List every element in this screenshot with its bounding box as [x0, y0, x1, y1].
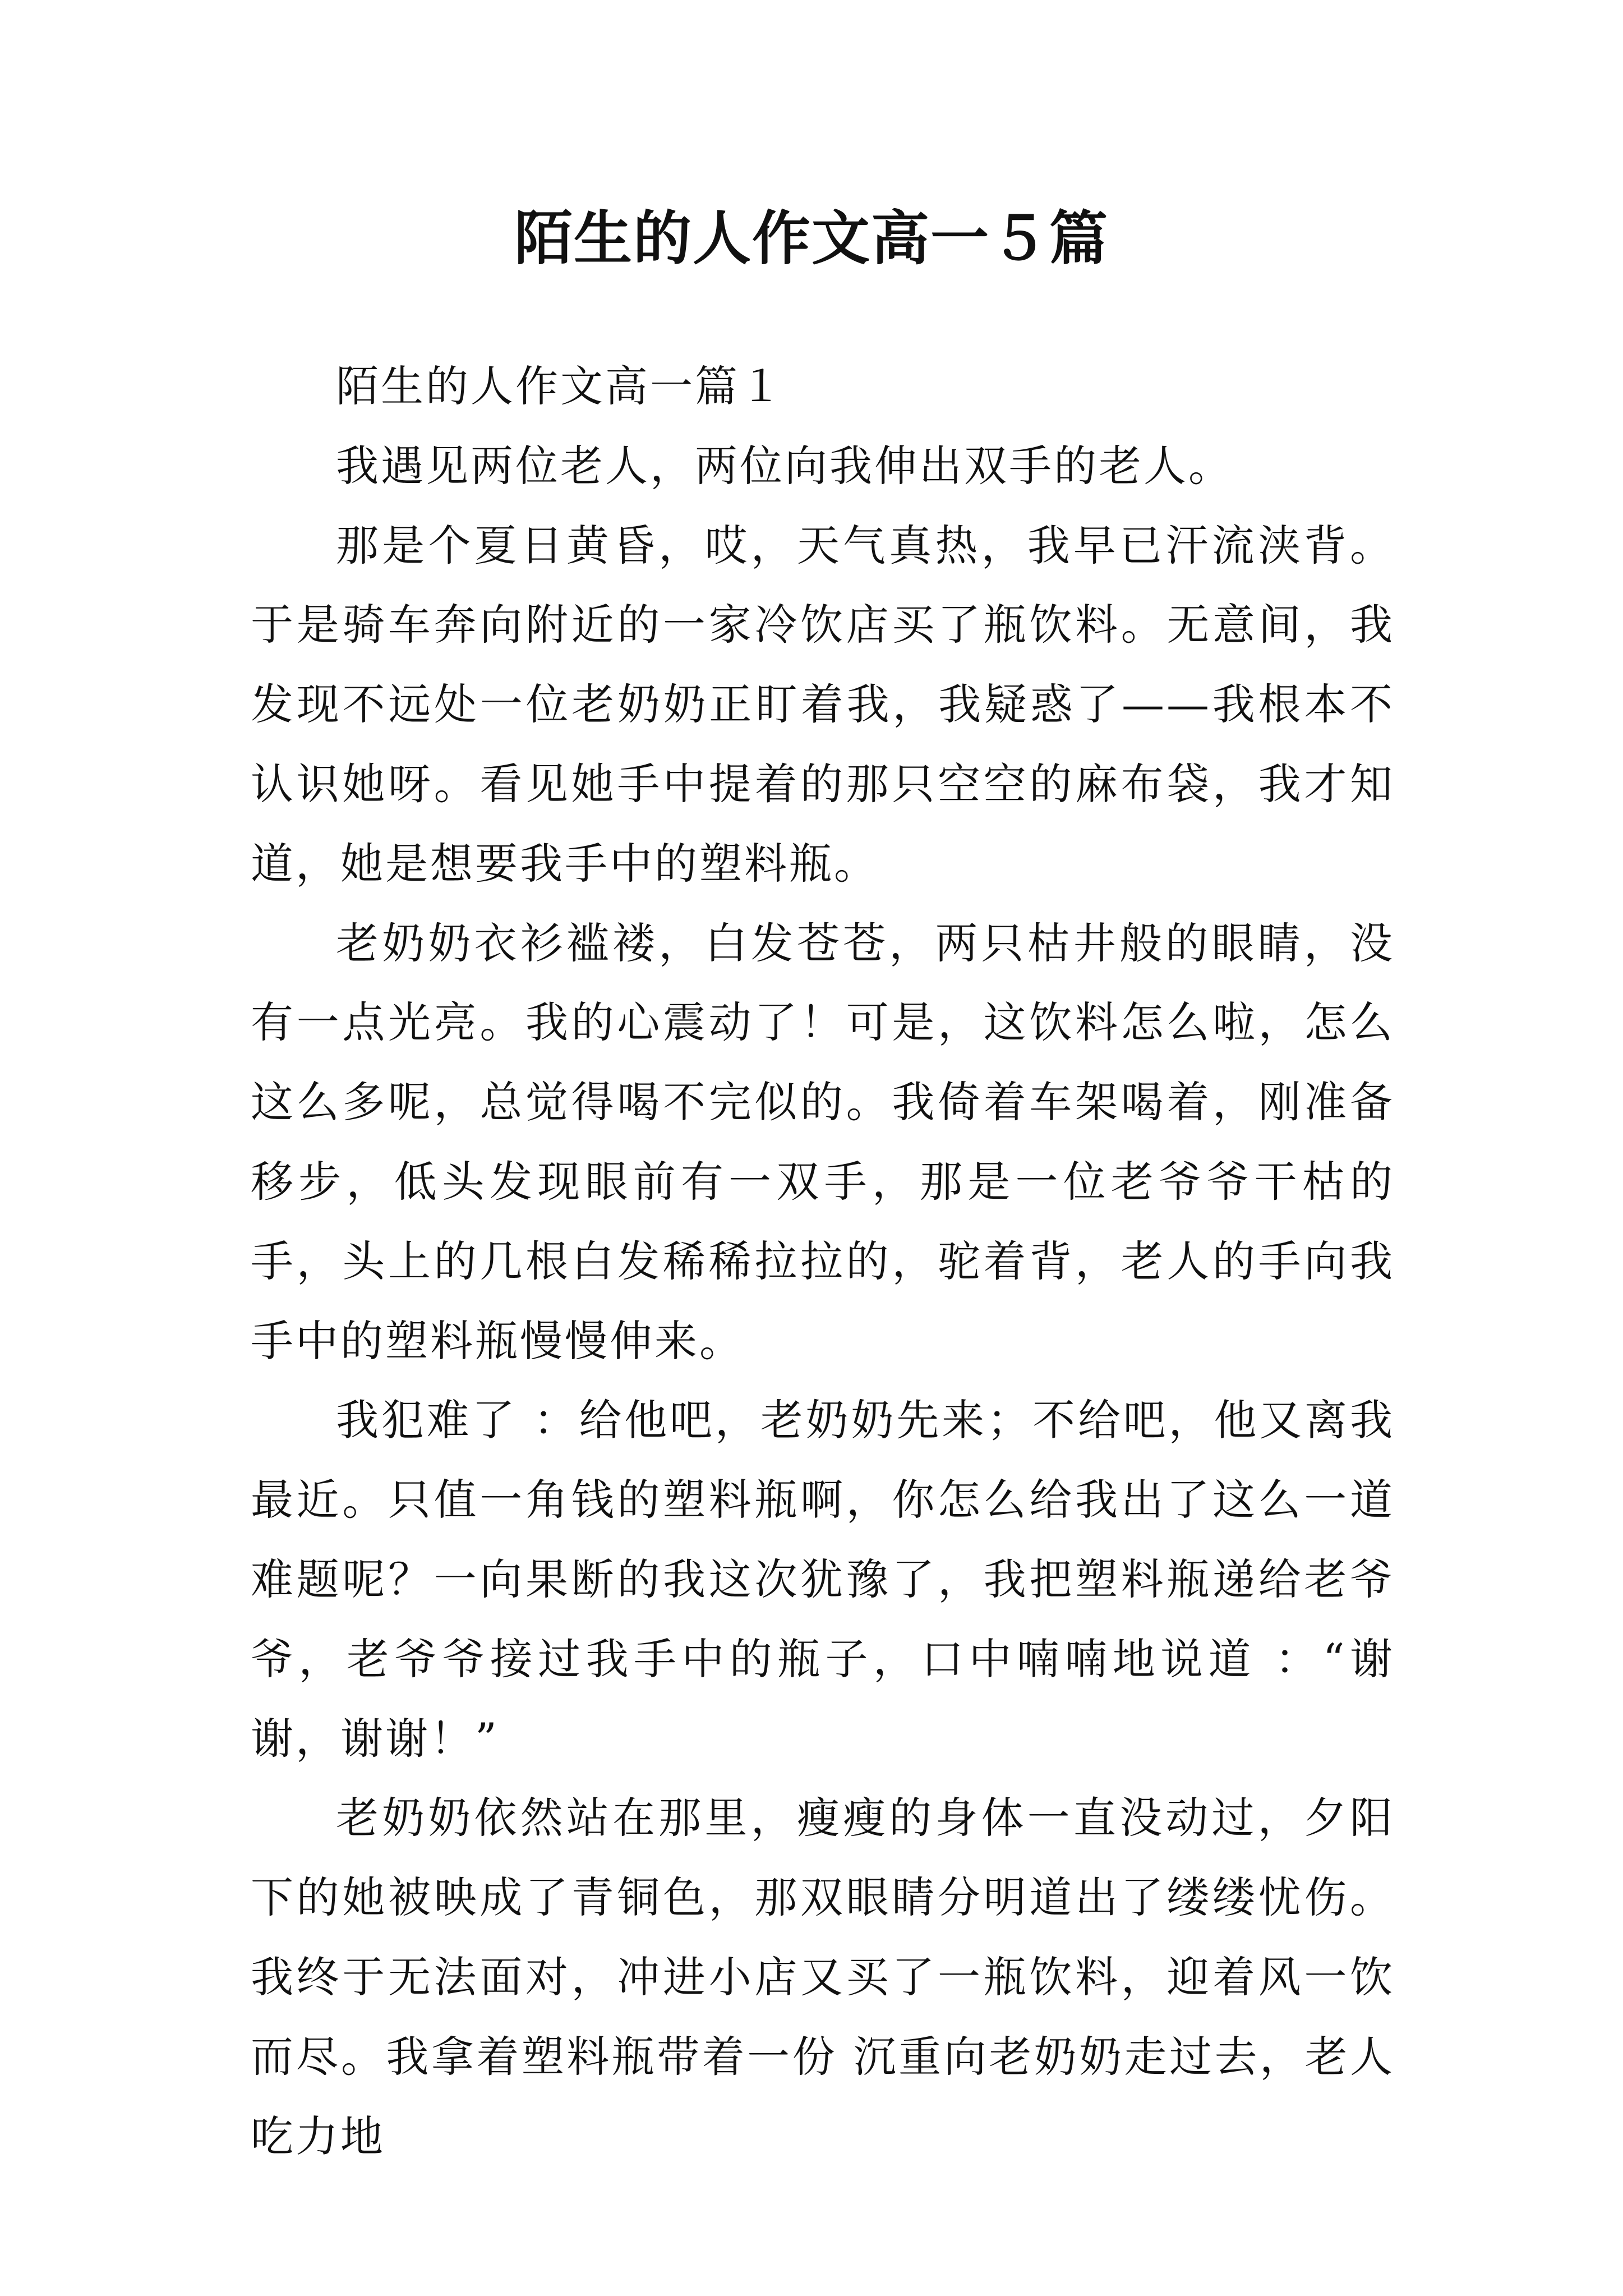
paragraph: 老奶奶衣衫褴褛，白发苍苍，两只枯井般的眼睛，没有一点光亮。我的心震动了！可是，这饮料怎么啦，怎么这么多呢，总觉得喝不完似的。我倚着车架喝着，刚准备移步，低头发现眼前有一双手，那是一位老爷爷干枯的手，头上的几根白发稀稀拉拉的，驼着背，老人的手向我手中的塑料瓶慢慢伸来。	[251, 918, 1395, 1366]
document-title: 陌生的人作文高一５篇	[514, 204, 1109, 273]
paragraph: 我犯难了 ：给他吧，老奶奶先来；不给吧，他又离我最近。只值一角钱的塑料瓶啊，你怎么给我出了这么一道难题呢？一向果断的我这次犹豫了，我把塑料瓶递给老爷爷，老爷爷接过我手中的瓶子，口中喃喃地说道 ：“谢谢，谢谢！”	[251, 1395, 1395, 1764]
paragraph: 老奶奶依然站在那里，瘦瘦的身体一直没动过，夕阳下的她被映成了青铜色，那双眼睛分明道出了缕缕忧伤。我终于无法面对，冲进小店又买了一瓶饮料，迎着风一饮而尽。我拿着塑料瓶带着一份 沉重向老奶奶走过去，老人吃力地	[251, 1793, 1395, 2161]
paragraph-heading: 陌生的人作文高一篇１	[336, 361, 785, 411]
paragraph: 我遇见两位老人，两位向我伸出双手的老人。	[336, 440, 1233, 491]
document-body	[251, 347, 1395, 2176]
paragraph: 那是个夏日黄昏，哎，天气真热，我早已汗流浃背。于是骑车奔向附近的一家冷饮店买了瓶饮料。无意间，我发现不远处一位老奶奶正盯着我，我疑惑了——我根本不认识她呀。看见她手中提着的那只空空的麻布袋，我才知道，她是想要我手中的塑料瓶。	[251, 520, 1395, 889]
